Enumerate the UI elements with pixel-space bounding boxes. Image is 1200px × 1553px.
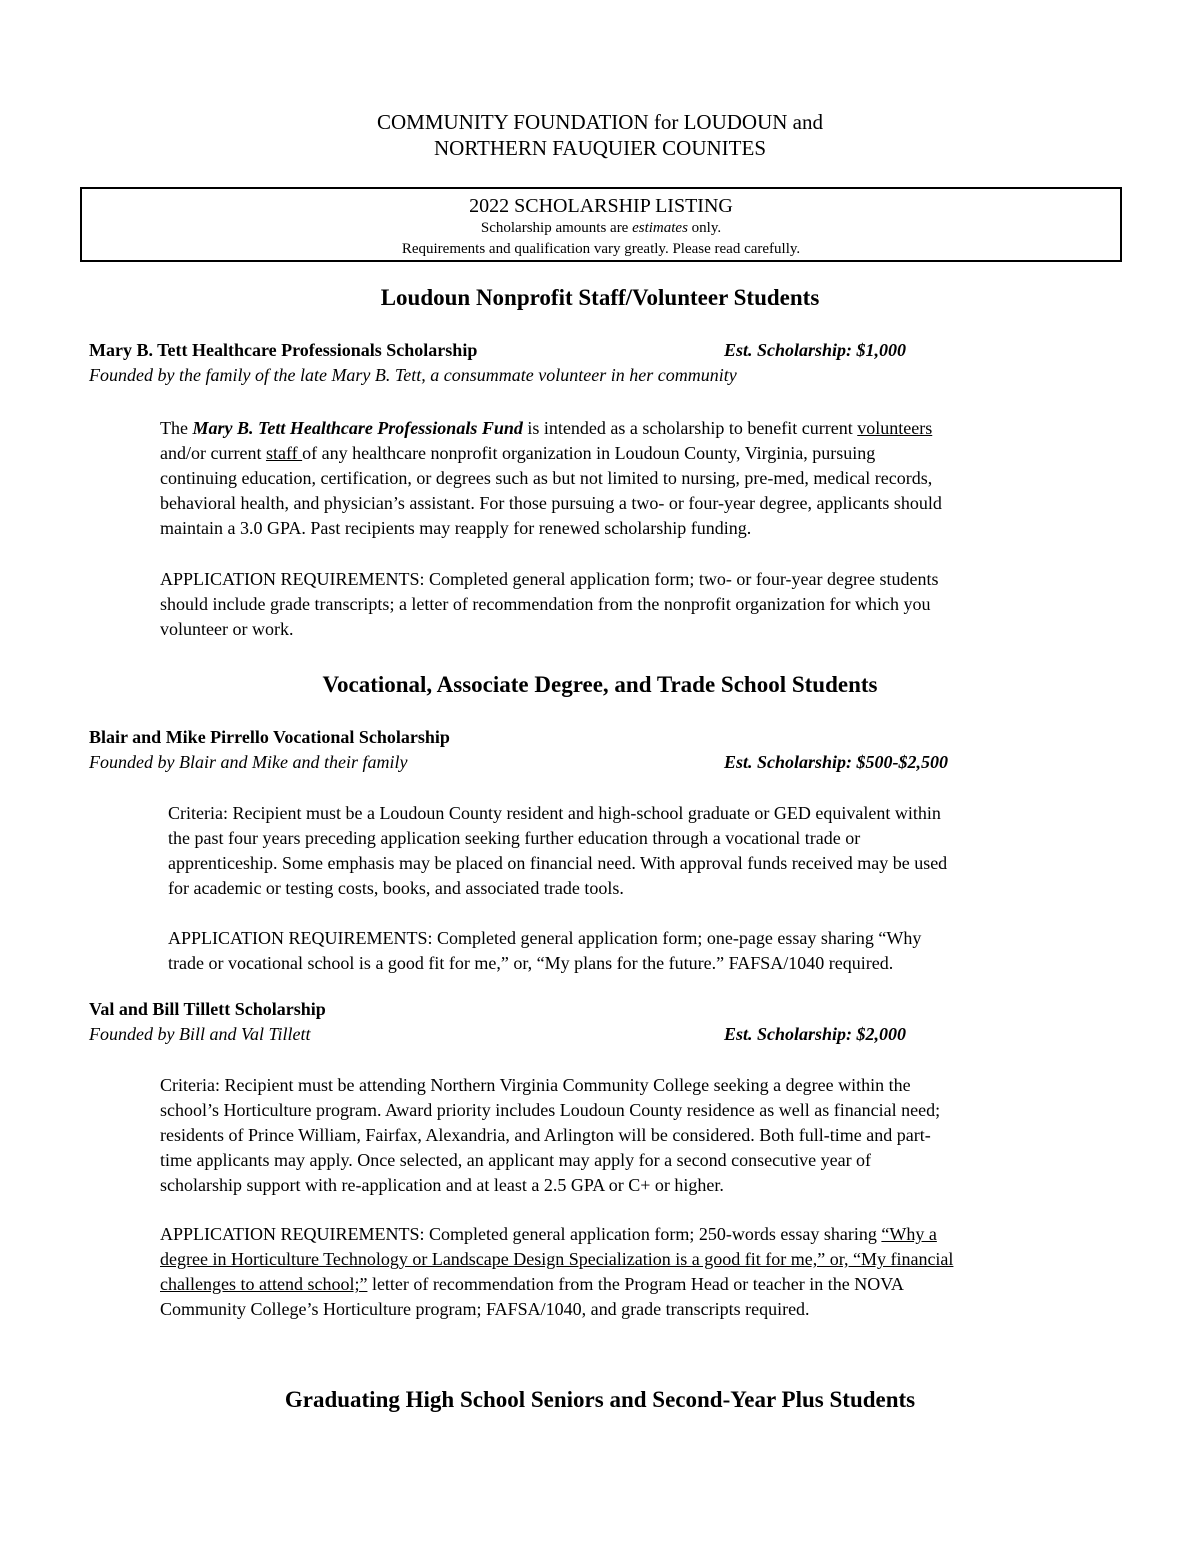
tett-app-line3: volunteer or work. <box>160 619 294 639</box>
listing-note-suffix: only. <box>691 220 722 236</box>
tillett-criteria-line4: time applicants may apply. Once selected, an applicant may apply for a second consecutive year of <box>160 1150 872 1170</box>
tillett-criteria-line5: scholarship support with re-application and at least a 2.5 GPA or C+ or higher. <box>160 1175 724 1195</box>
tett-description-line2: and/or current staff of any healthcare nonprofit organization in Loudoun County, Virginia, pursuing <box>160 443 876 463</box>
staff-underlined: staff <box>265 443 303 463</box>
section-heading-vocational: Vocational, Associate Degree, and Trade School Students <box>322 672 878 697</box>
pirrello-criteria-line4: for academic or testing costs, books, and associated trade tools. <box>168 878 624 898</box>
tillett-essay-prompt-part3: challenges to attend school;” <box>160 1274 368 1294</box>
org-title-line1: COMMUNITY FOUNDATION for LOUDOUN and <box>376 110 823 134</box>
listing-box <box>80 187 1122 262</box>
tillett-app-line1: APPLICATION REQUIREMENTS: Completed general application form; 250-words essay sharing “Why a <box>160 1224 937 1244</box>
tillett-app-line3: challenges to attend school;” letter of recommendation from the Program Head or teacher in the NOVA <box>160 1274 904 1294</box>
section-heading-nonprofit: Loudoun Nonprofit Staff/Volunteer Students <box>380 285 820 310</box>
listing-note-prefix: Scholarship amounts are <box>480 220 629 236</box>
tett-description-line5: maintain a 3.0 GPA. Past recipients may reapply for renewed scholarship funding. <box>160 518 752 538</box>
tett-app-line1: APPLICATION REQUIREMENTS: Completed general application form; two- or four-year degree students <box>160 569 939 589</box>
pirrello-app-line1: APPLICATION REQUIREMENTS: Completed general application form; one-page essay sharing “Why <box>168 928 922 948</box>
listing-note-emph: estimates <box>632 220 688 236</box>
tillett-essay-prompt-part2: degree in Horticulture Technology or Landscape Design Specialization is a good fit for me,” or, “My financial <box>160 1249 954 1269</box>
scholarship-name-tett: Mary B. Tett Healthcare Professionals Scholarship <box>89 340 478 360</box>
tillett-criteria-line1: Criteria: Recipient must be attending Northern Virginia Community College seeking a degree within the <box>160 1075 911 1095</box>
listing-note <box>82 220 1120 237</box>
scholarship-name-tillett: Val and Bill Tillett Scholarship <box>89 999 326 1019</box>
section-heading-seniors: Graduating High School Seniors and Second-Year Plus Students <box>284 1387 916 1412</box>
pirrello-criteria-line3: apprenticeship. Some emphasis may be placed on financial need. With approval funds received may be used <box>168 853 948 873</box>
tett-description-line1: The Mary B. Tett Healthcare Professionals Fund is intended as a scholarship to benefit current volunteers <box>160 418 933 438</box>
tett-app-line2: should include grade transcripts; a letter of recommendation from the nonprofit organization for which you <box>160 594 931 614</box>
scholarship-est-tillett: Est. Scholarship: $2,000 <box>724 1024 907 1044</box>
tillett-criteria-line2: school’s Horticulture program. Award priority includes Loudoun County residence as well as financial need; <box>160 1100 941 1120</box>
listing-title: 2022 SCHOLARSHIP LISTING <box>469 195 733 217</box>
volunteers-underlined: volunteers <box>857 418 933 438</box>
scholarship-founded-pirrello: Founded by Blair and Mike and their family <box>89 752 408 772</box>
scholarship-founded-tett: Founded by the family of the late Mary B. Tett, a consummate volunteer in her community <box>89 365 737 385</box>
tett-description-line4: behavioral health, and physician’s assistant. For those pursuing a two- or four-year degree, applicants should <box>160 493 942 513</box>
tett-fund-name: Mary B. Tett Healthcare Professionals Fund <box>192 418 523 438</box>
pirrello-criteria-line2: the past four years preceding application seeking further education through a vocational trade or <box>168 828 861 848</box>
listing-note2: Requirements and qualification vary greatly. Please read carefully. <box>401 241 801 257</box>
pirrello-app-line2: trade or vocational school is a good fit for me,” or, “My plans for the future.” FAFSA/1040 required. <box>168 953 894 973</box>
tillett-app-line2 <box>160 1247 953 1272</box>
scholarship-founded-tillett: Founded by Bill and Val Tillett <box>89 1024 311 1044</box>
scholarship-name-pirrello: Blair and Mike Pirrello Vocational Scholarship <box>89 727 450 747</box>
tett-description-line3: continuing education, certification, or degrees such as but not limited to nursing, pre-med, medical records, <box>160 468 933 488</box>
tillett-essay-prompt-part1: “Why a <box>881 1224 937 1244</box>
org-title-line2: NORTHERN FAUQUIER COUNITES <box>433 136 766 160</box>
tillett-app-line4: Community College’s Horticulture program; FAFSA/1040, and grade transcripts required. <box>160 1299 810 1319</box>
tillett-criteria-line3: residents of Prince William, Fairfax, Alexandria, and Arlington will be considered. Both full-time and part- <box>160 1125 931 1145</box>
scholarship-est-tett: Est. Scholarship: $1,000 <box>724 340 907 360</box>
scholarship-est-pirrello: Est. Scholarship: $500-$2,500 <box>724 752 949 772</box>
pirrello-criteria-line1: Criteria: Recipient must be a Loudoun County resident and high-school graduate or GED equivalent within <box>168 803 941 823</box>
